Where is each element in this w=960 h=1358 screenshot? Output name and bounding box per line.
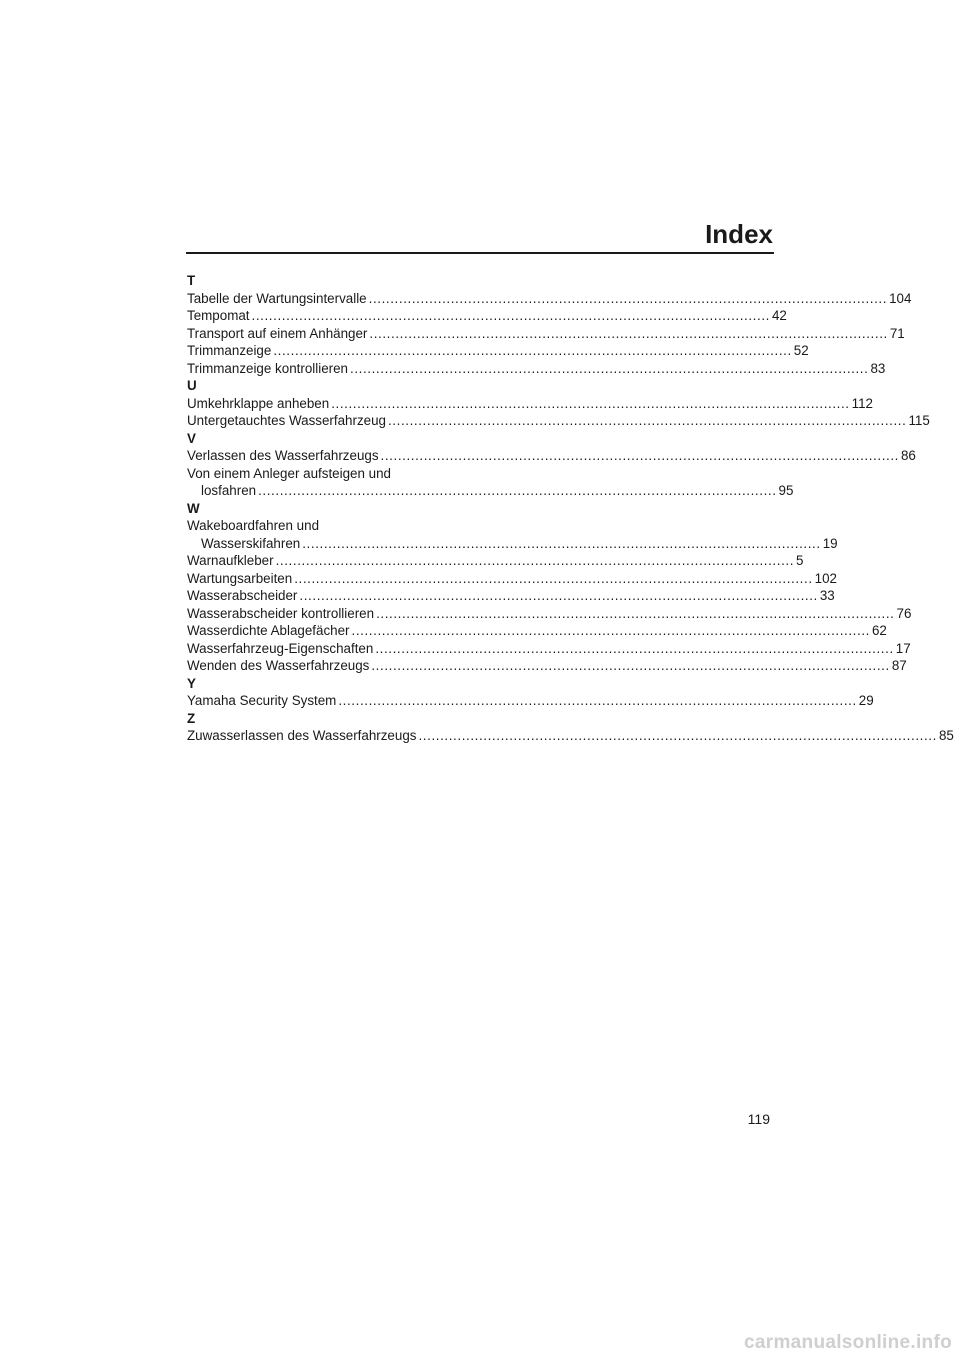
index-entry[interactable]: [187, 290, 912, 308]
index-entry-label: Wakeboardfahren und: [187, 518, 320, 533]
index-entry-page: 33: [819, 588, 835, 603]
index-entry-page: 17: [895, 640, 911, 656]
index-entry-page: 115: [908, 413, 930, 428]
dot-leader: ........................................................................................................................: [275, 553, 795, 568]
index-entry[interactable]: [187, 412, 930, 430]
page-title: Index: [705, 219, 773, 249]
dot-leader: ........................................................................................................................: [351, 623, 870, 638]
index-entry-page: 29: [858, 693, 874, 708]
index-entry[interactable]: [187, 447, 916, 465]
index-letter-heading: V: [187, 430, 196, 446]
dot-leader: ........................................................................................................................: [302, 535, 821, 551]
dot-leader: ........................................................................................................................: [294, 570, 813, 586]
dot-leader: ........................................................................................................................: [251, 308, 770, 323]
index-letter-heading: Y: [187, 675, 196, 691]
dot-leader: ........................................................................................................................: [371, 658, 890, 673]
index-entry-page: 5: [796, 553, 804, 568]
index-entry-page: 42: [771, 308, 787, 323]
index-entry[interactable]: [187, 657, 907, 675]
index-entry[interactable]: [187, 465, 794, 500]
dot-leader: ........................................................................................................................: [338, 693, 857, 708]
index-entry[interactable]: [187, 325, 905, 343]
dot-leader: ........................................................................................................................: [376, 605, 895, 621]
dot-leader: ........................................................................................................................: [387, 413, 907, 428]
index-letter-heading: Z: [187, 710, 196, 726]
index-entry-label: Wasserabscheider kontrollieren: [187, 605, 375, 621]
index-entry-label: Tabelle der Wartungsintervalle: [187, 290, 367, 306]
watermark: carmanualsonline.info: [744, 1332, 952, 1353]
index-entry[interactable]: [187, 395, 873, 413]
index-entry-label: Wasserabscheider: [187, 588, 298, 603]
dot-leader: ........................................................................................................................: [331, 395, 850, 411]
index-entry-label: Warnaufkleber: [187, 553, 274, 568]
index-list: [187, 272, 954, 745]
index-letter-heading: W: [187, 500, 200, 516]
index-entry[interactable]: [187, 360, 886, 378]
index-entry-label: Yamaha Security System: [187, 693, 337, 708]
index-entry[interactable]: [187, 605, 912, 623]
index-entry-page: 52: [793, 343, 809, 358]
index-entry[interactable]: [187, 622, 887, 640]
index-entry-page: 19: [822, 535, 838, 551]
index-entry-page: 104: [889, 290, 912, 306]
index-entry-label: Von einem Anleger aufsteigen und: [187, 465, 391, 481]
dot-leader: ........................................................................................................................: [299, 588, 818, 603]
index-entry[interactable]: [187, 552, 804, 570]
index-entry[interactable]: [187, 570, 837, 588]
header-rule: [186, 252, 774, 254]
index-entry-page: 76: [896, 605, 912, 621]
index-entry[interactable]: [187, 727, 954, 745]
index-entry-label: Wenden des Wasserfahrzeugs: [187, 658, 370, 673]
dot-leader: ........................................................................................................................: [418, 728, 937, 743]
index-entry-label: Tempomat: [187, 308, 250, 323]
dot-leader: ........................................................................................................................: [380, 448, 899, 463]
index-entry-page: 83: [870, 360, 886, 376]
index-entry-page: 102: [814, 570, 837, 586]
index-entry-label: Trimmanzeige: [187, 343, 272, 358]
dot-leader: ........................................................................................................................: [258, 483, 777, 498]
index-entry[interactable]: [187, 692, 874, 710]
index-entry-label: Wasserskifahren: [201, 535, 301, 551]
index-entry-page: 87: [891, 658, 907, 673]
index-entry-label: Wartungsarbeiten: [187, 570, 293, 586]
index-entry-label: Transport auf einem Anhänger: [187, 325, 368, 341]
index-entry-label: losfahren: [201, 483, 257, 498]
index-letter-heading: T: [187, 273, 196, 288]
index-entry-label: Wasserdichte Ablagefächer: [187, 623, 350, 638]
index-entry[interactable]: [187, 587, 835, 605]
index-entry-label: Untergetauchtes Wasserfahrzeug: [187, 413, 386, 428]
index-entry-page: 95: [778, 483, 794, 498]
index-entry-label: Zuwasserlassen des Wasserfahrzeugs: [187, 728, 417, 743]
dot-leader: ........................................................................................................................: [369, 325, 888, 341]
index-entry-page: 112: [851, 395, 873, 411]
index-entry-label: Wasserfahrzeug-Eigenschaften: [187, 640, 374, 656]
page-number: 119: [747, 1111, 770, 1127]
index-entry-page: 62: [871, 623, 887, 638]
index-entry[interactable]: [187, 307, 787, 325]
dot-leader: ........................................................................................................................: [368, 290, 888, 306]
index-entry[interactable]: [187, 342, 809, 360]
index-entry-page: 86: [900, 448, 916, 463]
index-entry[interactable]: [187, 640, 911, 658]
index-entry-page: 85: [938, 728, 954, 743]
dot-leader: ........................................................................................................................: [375, 640, 894, 656]
index-entry-page: 71: [889, 325, 905, 341]
dot-leader: ........................................................................................................................: [273, 343, 792, 358]
index-entry-label: Verlassen des Wasserfahrzeugs: [187, 448, 379, 463]
dot-leader: ........................................................................................................................: [350, 360, 869, 376]
index-entry-label: Trimmanzeige kontrollieren: [187, 360, 348, 376]
index-entry-label: Umkehrklappe anheben: [187, 395, 330, 411]
index-letter-heading: U: [187, 378, 197, 393]
index-entry[interactable]: [187, 517, 838, 552]
